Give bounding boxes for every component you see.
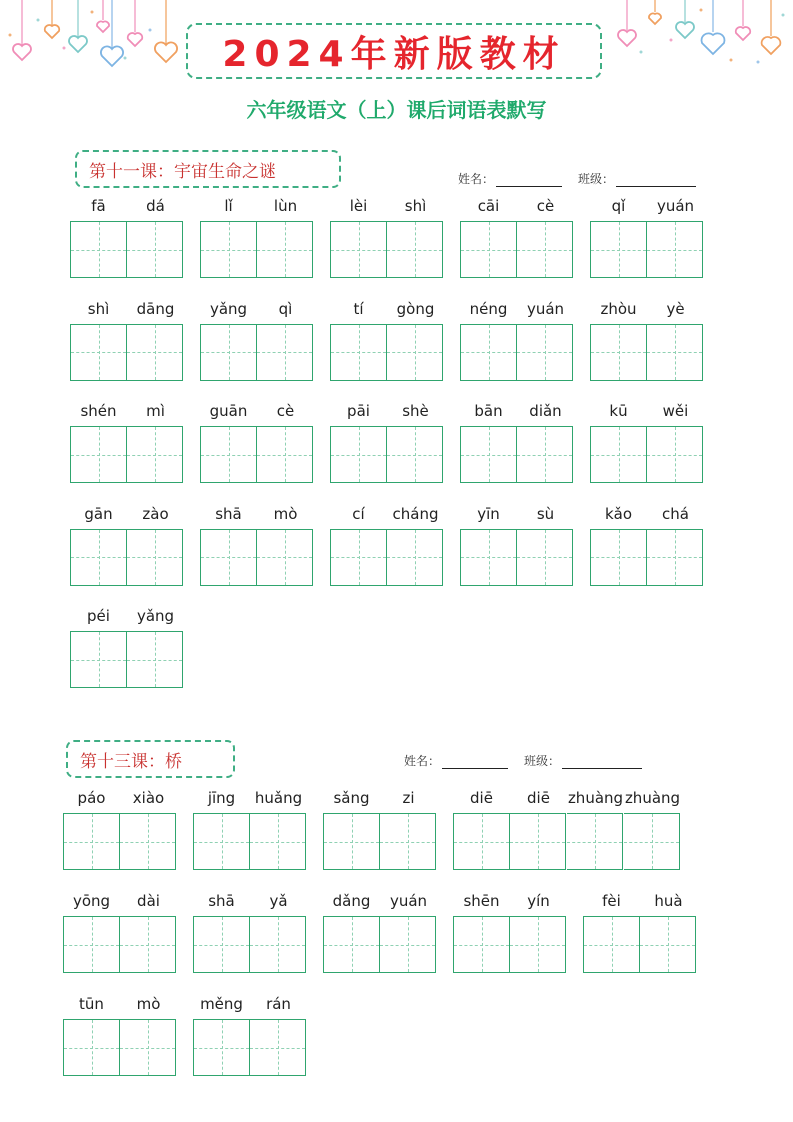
character-cell — [640, 891, 697, 973]
pinyin-label: zào — [142, 504, 169, 523]
character-cell — [70, 196, 127, 278]
character-cell — [200, 504, 257, 586]
word-box — [330, 504, 444, 586]
pinyin-label: cí — [352, 504, 365, 523]
character-cell — [624, 788, 681, 870]
pinyin-label: fèi — [602, 892, 621, 910]
word-box — [590, 504, 704, 586]
writing-box[interactable] — [127, 426, 183, 483]
word-box — [70, 606, 184, 688]
character-cell — [387, 196, 444, 278]
character-cell — [200, 401, 257, 483]
character-cell — [510, 788, 567, 870]
pinyin-label: yīn — [477, 504, 500, 523]
pinyin-label: yǎ — [269, 892, 288, 910]
word-box — [200, 196, 314, 278]
writing-box[interactable] — [647, 529, 703, 586]
word-box — [200, 504, 314, 586]
character-cell — [583, 891, 640, 973]
lesson-11-name-class-line — [458, 170, 696, 187]
writing-box[interactable] — [517, 221, 573, 278]
character-cell — [330, 401, 387, 483]
word-box — [460, 504, 574, 586]
word-box — [70, 299, 184, 381]
pinyin-label: yuán — [526, 299, 565, 318]
pinyin-label: diǎn — [529, 402, 562, 420]
character-cell — [387, 504, 444, 586]
character-cell — [380, 788, 437, 870]
pinyin-label: lǐ — [224, 197, 233, 215]
writing-box[interactable] — [193, 1019, 250, 1076]
character-cell — [63, 891, 120, 973]
pinyin-label: yuán — [656, 197, 695, 215]
writing-box[interactable] — [590, 529, 647, 586]
writing-box[interactable] — [647, 221, 703, 278]
hanging-hearts-right-decoration — [613, 0, 793, 75]
pinyin-label: kū — [609, 402, 628, 420]
lesson-13-title: 第十三课：桥 — [80, 751, 182, 772]
character-cell — [590, 504, 647, 586]
pinyin-label: cè — [276, 402, 295, 420]
pinyin-label: sù — [536, 504, 555, 523]
writing-box[interactable] — [330, 529, 387, 586]
writing-box[interactable] — [330, 221, 387, 278]
character-cell — [257, 299, 314, 381]
pinyin-label: sǎng — [333, 789, 370, 807]
writing-box[interactable] — [387, 529, 443, 586]
character-cell — [647, 504, 704, 586]
writing-box[interactable] — [193, 916, 250, 973]
class-label: 班级： — [578, 172, 615, 186]
word-box — [590, 299, 704, 381]
writing-box[interactable] — [460, 426, 517, 483]
writing-box[interactable] — [70, 426, 127, 483]
writing-box[interactable] — [200, 426, 257, 483]
character-cell — [200, 196, 257, 278]
pinyin-label: tí — [353, 299, 364, 318]
character-cell — [127, 504, 184, 586]
writing-box[interactable] — [387, 324, 443, 381]
writing-box[interactable] — [257, 426, 313, 483]
pinyin-label: shā — [208, 892, 235, 910]
class-blank[interactable] — [616, 172, 696, 187]
character-cell — [460, 299, 517, 381]
writing-box[interactable] — [330, 324, 387, 381]
pinyin-label: yè — [666, 299, 685, 318]
writing-box[interactable] — [257, 529, 313, 586]
pinyin-label: dǎng — [332, 892, 371, 910]
character-cell — [250, 994, 307, 1076]
pinyin-label: shè — [402, 402, 429, 420]
word-box — [590, 196, 704, 278]
pinyin-label: shén — [80, 402, 117, 420]
character-cell — [380, 891, 437, 973]
pinyin-label: shā — [215, 504, 242, 523]
writing-box[interactable] — [127, 631, 183, 688]
page-title: 2024年新版教材 — [222, 33, 566, 75]
pinyin-label: lùn — [273, 197, 298, 215]
pinyin-label: zhuàng — [624, 789, 681, 807]
word-box — [63, 994, 177, 1076]
word-box — [460, 196, 574, 278]
pinyin-label: mì — [146, 402, 165, 420]
writing-box[interactable] — [590, 324, 647, 381]
pinyin-label: qì — [278, 299, 293, 318]
pinyin-label: huà — [654, 892, 683, 910]
character-cell — [460, 401, 517, 483]
writing-box[interactable] — [200, 324, 257, 381]
pinyin-label: guān — [209, 402, 248, 420]
writing-box[interactable] — [387, 221, 443, 278]
writing-box[interactable] — [63, 916, 120, 973]
word-box — [193, 994, 307, 1076]
writing-box[interactable] — [323, 916, 380, 973]
pinyin-label: kǎo — [604, 504, 633, 523]
word-box — [323, 788, 437, 870]
writing-box[interactable] — [330, 426, 387, 483]
writing-box[interactable] — [590, 426, 647, 483]
writing-box[interactable] — [453, 813, 510, 870]
character-cell — [193, 994, 250, 1076]
writing-box[interactable] — [200, 529, 257, 586]
pinyin-label: néng — [469, 299, 508, 318]
word-box — [63, 788, 177, 870]
character-cell — [127, 401, 184, 483]
writing-box[interactable] — [250, 1019, 306, 1076]
pinyin-label: diē — [527, 789, 550, 807]
pinyin-label: gān — [84, 504, 113, 523]
writing-box[interactable] — [380, 916, 436, 973]
character-cell — [70, 606, 127, 688]
pinyin-label: cè — [536, 197, 555, 215]
character-cell — [200, 299, 257, 381]
character-cell — [330, 299, 387, 381]
character-cell — [193, 788, 250, 870]
word-box — [330, 401, 444, 483]
character-cell — [120, 891, 177, 973]
pinyin-label: gòng — [396, 299, 435, 318]
pinyin-label: yín — [527, 892, 550, 910]
writing-box[interactable] — [380, 813, 436, 870]
word-box — [323, 891, 437, 973]
writing-box[interactable] — [127, 324, 183, 381]
name-blank[interactable] — [496, 172, 562, 187]
character-cell — [250, 788, 307, 870]
writing-box[interactable] — [510, 813, 566, 870]
pinyin-label: zhòu — [600, 299, 637, 318]
writing-box[interactable] — [120, 1019, 176, 1076]
character-cell — [127, 606, 184, 688]
word-box — [590, 401, 704, 483]
character-cell — [460, 196, 517, 278]
character-cell — [257, 504, 314, 586]
writing-box[interactable] — [200, 221, 257, 278]
lesson-11-title-box — [75, 150, 341, 188]
pinyin-label: rán — [266, 995, 291, 1013]
word-box — [193, 891, 307, 973]
character-cell — [323, 788, 380, 870]
pinyin-label: chá — [662, 504, 689, 523]
character-cell — [387, 299, 444, 381]
character-cell — [250, 891, 307, 973]
character-cell — [70, 401, 127, 483]
pinyin-label: qǐ — [611, 197, 626, 215]
character-cell — [330, 196, 387, 278]
writing-box[interactable] — [127, 529, 183, 586]
character-cell — [330, 504, 387, 586]
word-box — [453, 891, 567, 973]
writing-box[interactable] — [517, 426, 573, 483]
word-box — [460, 401, 574, 483]
word-box — [70, 196, 184, 278]
pinyin-label: jīng — [207, 789, 236, 807]
writing-box[interactable] — [517, 529, 573, 586]
pinyin-label: pāi — [347, 402, 370, 420]
character-cell — [517, 196, 574, 278]
pinyin-label: yuán — [389, 892, 428, 910]
pinyin-label: yǎng — [209, 299, 248, 318]
word-box — [460, 299, 574, 381]
character-cell — [120, 994, 177, 1076]
pinyin-label: mò — [136, 995, 161, 1013]
writing-box[interactable] — [647, 426, 703, 483]
pinyin-label: huǎng — [254, 789, 303, 807]
word-box — [200, 401, 314, 483]
pinyin-label: měng — [200, 995, 243, 1013]
pinyin-label: diē — [470, 789, 493, 807]
pinyin-label: xiào — [132, 789, 165, 807]
writing-box[interactable] — [63, 1019, 120, 1076]
pinyin-label: yōng — [72, 892, 111, 910]
word-box — [193, 788, 307, 870]
writing-box[interactable] — [127, 221, 183, 278]
lesson-11-title: 第十一课：宇宙生命之谜 — [89, 161, 276, 182]
name-label: 姓名： — [404, 754, 441, 768]
pinyin-label: zi — [402, 789, 415, 807]
writing-box[interactable] — [193, 813, 250, 870]
word-box — [70, 504, 184, 586]
pinyin-label: dài — [137, 892, 160, 910]
pinyin-label: shì — [404, 197, 427, 215]
character-cell — [453, 788, 510, 870]
pinyin-label: dá — [146, 197, 165, 215]
writing-box[interactable] — [453, 916, 510, 973]
character-cell — [647, 401, 704, 483]
character-cell — [63, 994, 120, 1076]
character-cell — [70, 299, 127, 381]
character-cell — [257, 196, 314, 278]
character-cell — [510, 891, 567, 973]
name-blank[interactable] — [442, 754, 508, 769]
word-box — [200, 299, 314, 381]
character-cell — [63, 788, 120, 870]
character-cell — [517, 401, 574, 483]
word-box — [453, 788, 681, 870]
writing-box[interactable] — [120, 916, 176, 973]
title-banner — [186, 23, 602, 79]
word-box — [330, 299, 444, 381]
writing-box[interactable] — [460, 324, 517, 381]
character-cell — [590, 299, 647, 381]
character-cell — [120, 788, 177, 870]
writing-box[interactable] — [70, 631, 127, 688]
pinyin-label: mò — [273, 504, 298, 523]
character-cell — [257, 401, 314, 483]
pinyin-label: shì — [87, 299, 110, 318]
character-cell — [647, 299, 704, 381]
writing-box[interactable] — [460, 221, 517, 278]
pinyin-label: cāi — [477, 197, 500, 215]
character-cell — [517, 504, 574, 586]
writing-box[interactable] — [70, 221, 127, 278]
hanging-hearts-left-decoration — [0, 0, 190, 75]
pinyin-label: fā — [91, 197, 106, 215]
writing-box[interactable] — [590, 221, 647, 278]
pinyin-label: wěi — [662, 402, 689, 420]
writing-box[interactable] — [567, 813, 623, 870]
word-box — [63, 891, 177, 973]
name-label: 姓名： — [458, 172, 495, 186]
writing-box[interactable] — [257, 221, 313, 278]
class-label: 班级： — [524, 754, 561, 768]
writing-box[interactable] — [387, 426, 443, 483]
writing-box[interactable] — [250, 813, 306, 870]
pinyin-label: lèi — [349, 197, 368, 215]
character-cell — [453, 891, 510, 973]
lesson-13-title-box — [66, 740, 235, 778]
word-box — [70, 401, 184, 483]
character-cell — [647, 196, 704, 278]
writing-box[interactable] — [460, 529, 517, 586]
word-box — [583, 891, 697, 973]
writing-box[interactable] — [517, 324, 573, 381]
pinyin-label: páo — [77, 789, 106, 807]
pinyin-label: zhuàng — [567, 789, 624, 807]
lesson-13-name-class-line — [404, 752, 642, 769]
character-cell — [590, 401, 647, 483]
pinyin-label: yǎng — [136, 607, 175, 625]
pinyin-label: dāng — [136, 299, 175, 318]
pinyin-label: shēn — [463, 892, 500, 910]
character-cell — [127, 196, 184, 278]
writing-box[interactable] — [647, 324, 703, 381]
character-cell — [70, 504, 127, 586]
character-cell — [387, 401, 444, 483]
writing-box[interactable] — [70, 324, 127, 381]
character-cell — [517, 299, 574, 381]
character-cell — [323, 891, 380, 973]
writing-box[interactable] — [257, 324, 313, 381]
page-subtitle: 六年级语文（上）课后词语表默写 — [246, 98, 547, 122]
character-cell — [590, 196, 647, 278]
writing-box[interactable] — [640, 916, 696, 973]
class-blank[interactable] — [562, 754, 642, 769]
word-box — [330, 196, 444, 278]
character-cell — [193, 891, 250, 973]
character-cell — [127, 299, 184, 381]
pinyin-label: péi — [87, 607, 110, 625]
writing-box[interactable] — [624, 813, 680, 870]
pinyin-label: bān — [474, 402, 503, 420]
pinyin-label: tūn — [79, 995, 104, 1013]
writing-box[interactable] — [510, 916, 566, 973]
writing-box[interactable] — [583, 916, 640, 973]
character-cell — [567, 788, 624, 870]
writing-box[interactable] — [323, 813, 380, 870]
pinyin-label: cháng — [392, 504, 439, 523]
writing-box[interactable] — [70, 529, 127, 586]
writing-box[interactable] — [120, 813, 176, 870]
character-cell — [460, 504, 517, 586]
writing-box[interactable] — [63, 813, 120, 870]
writing-box[interactable] — [250, 916, 306, 973]
